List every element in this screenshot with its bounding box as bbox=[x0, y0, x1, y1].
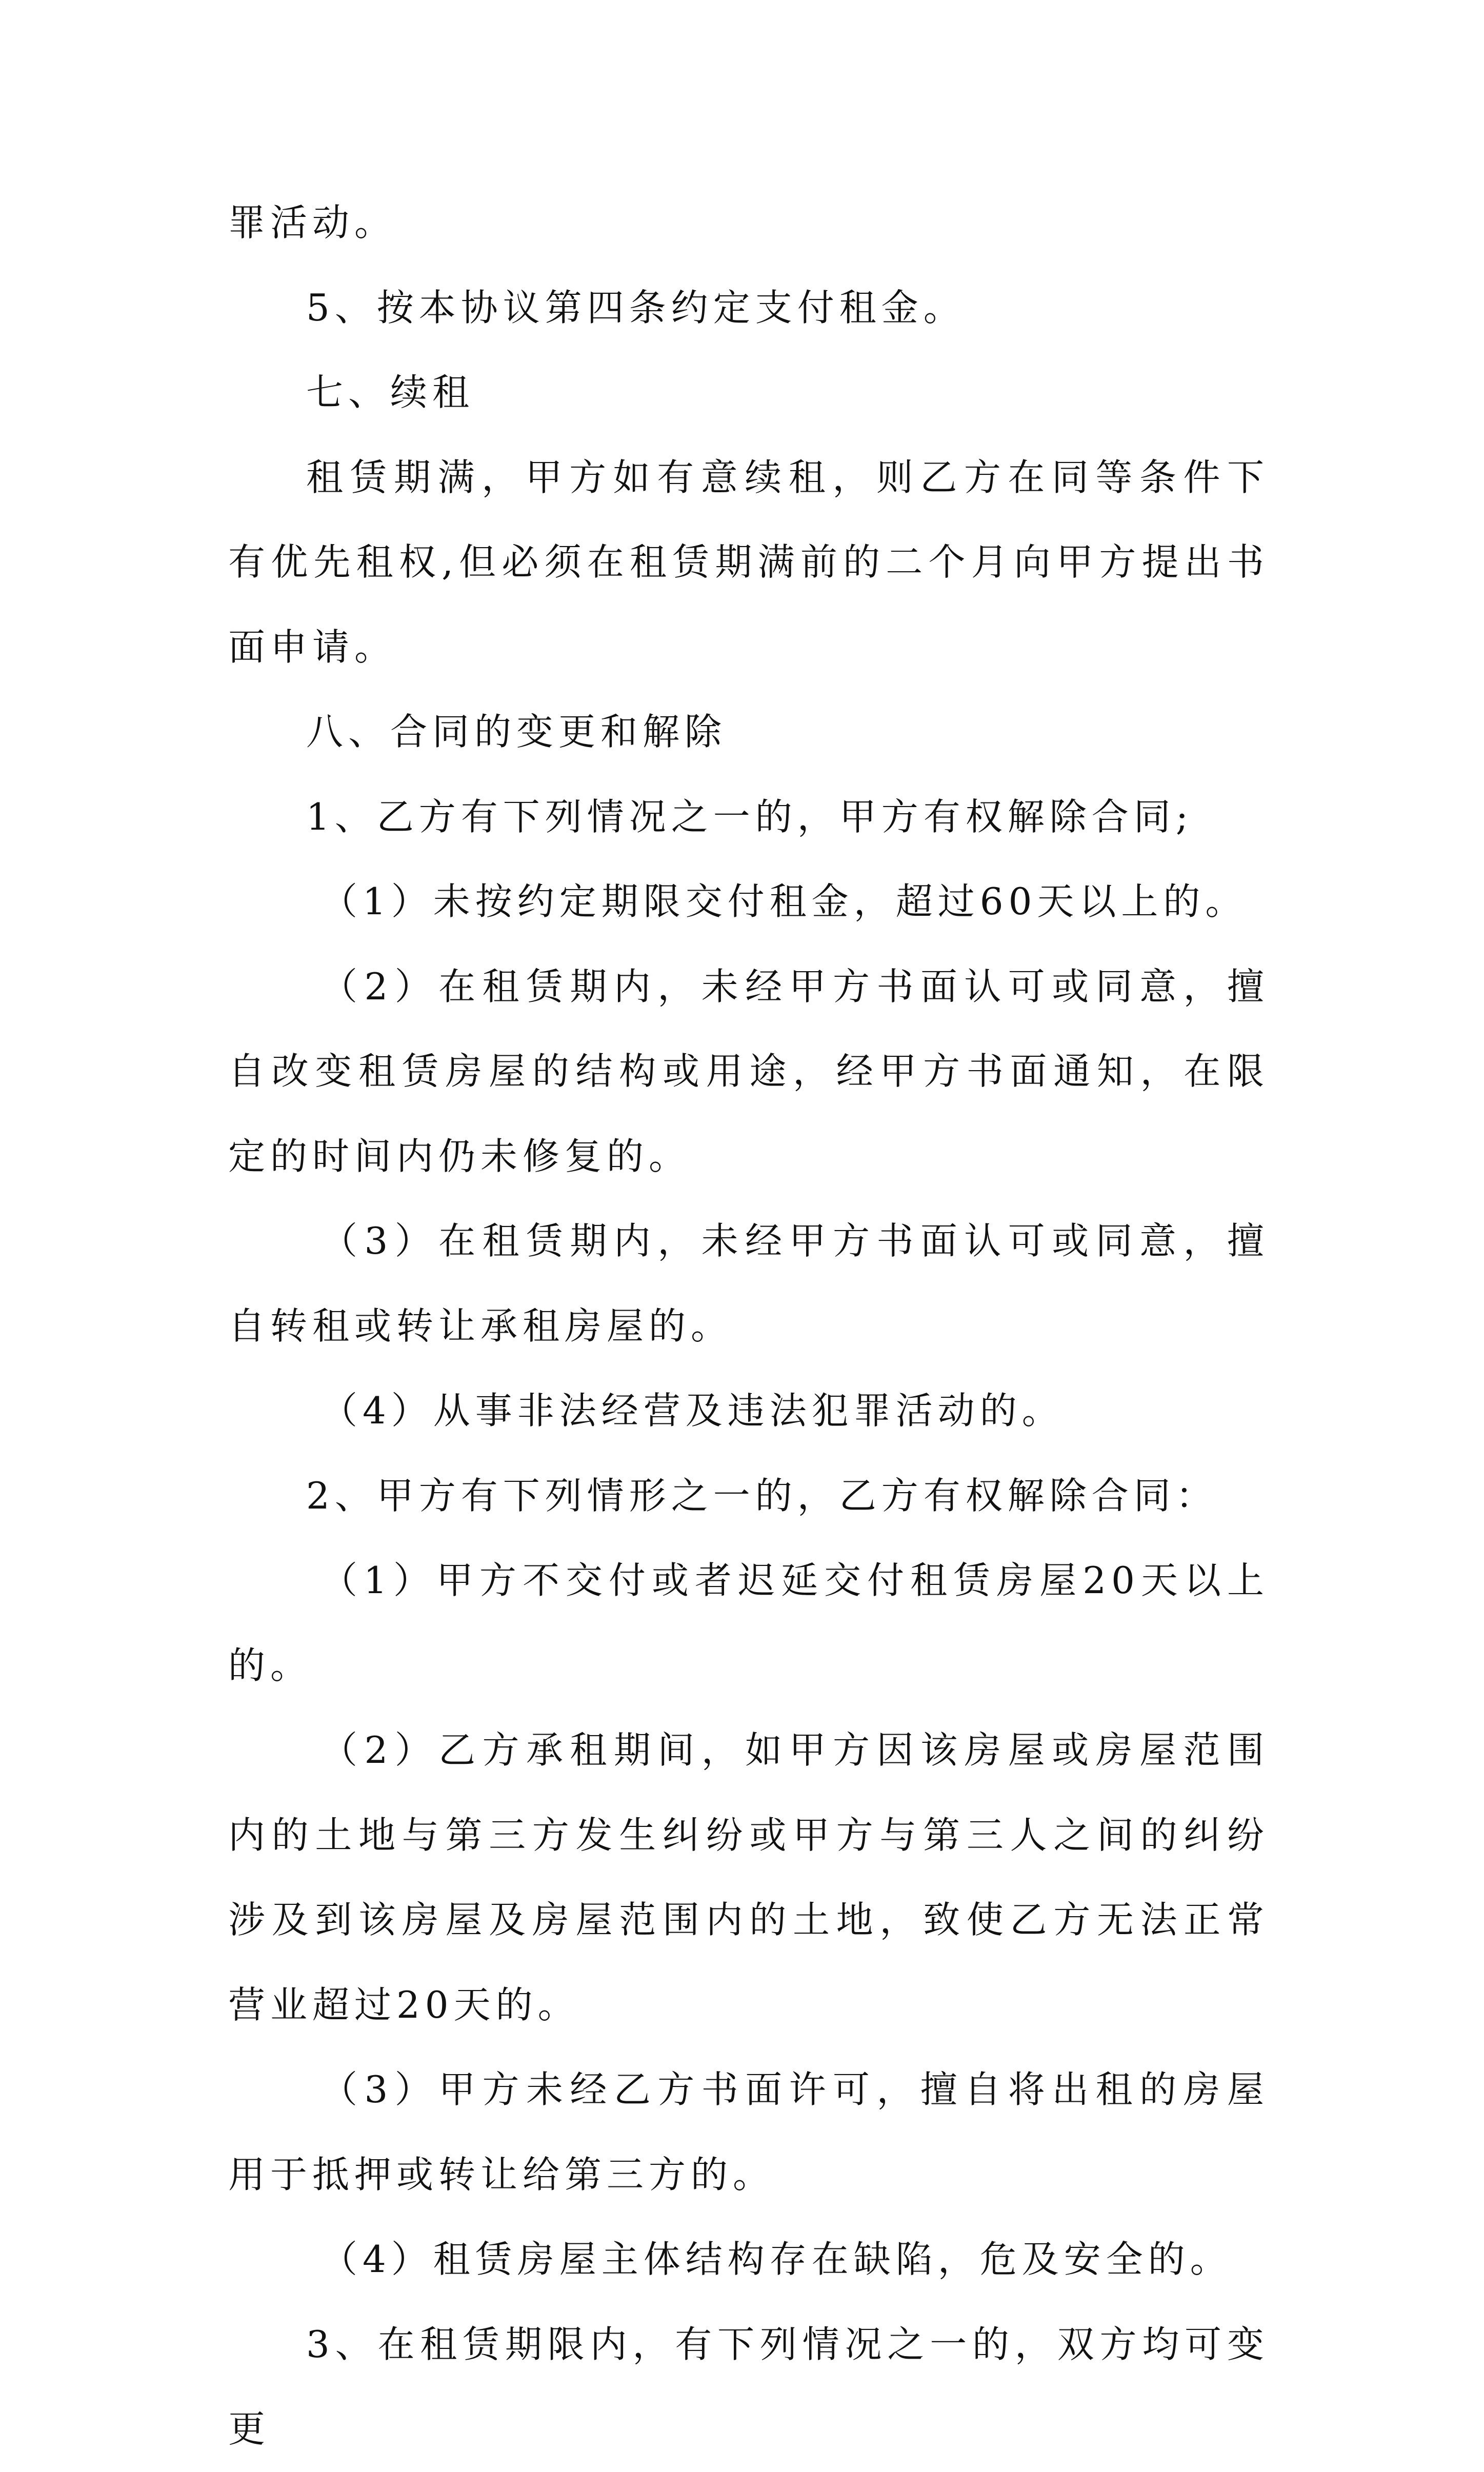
paragraph-clause-2-item-4: （4）租赁房屋主体结构存在缺陷，危及安全的。 bbox=[320, 2238, 1232, 2281]
paragraph-clause-2-item-3: （3）甲方未经乙方书面许可，擅自将出租的房屋用于抵押或转让给第三方的。 bbox=[228, 2068, 1269, 2196]
paragraph-clause-2-item-1: （1）甲方不交付或者迟延交付租赁房屋20天以上的。 bbox=[228, 1559, 1269, 1687]
paragraph-continuation: 罪活动。 bbox=[228, 201, 397, 244]
paragraph-clause-2-item-2: （2）乙方承租期间，如甲方因该房屋或房屋范围内的土地与第三方发生纠纷或甲方与第三人之间的纠纷涉及到该房屋及房屋范围内的土地，致使乙方无法正常营业超过20天的。 bbox=[228, 1729, 1269, 2026]
document-body bbox=[228, 180, 1269, 2472]
paragraph-item-5: 5、按本协议第四条约定支付租金。 bbox=[306, 286, 966, 329]
paragraph-clause-3: 3、在租赁期限内，有下列情况之一的，双方均可变更 bbox=[228, 2322, 1269, 2450]
paragraph-clause-1-item-3: （3）在租赁期内，未经甲方书面认可或同意，擅自转租或转让承租房屋的。 bbox=[228, 1219, 1269, 1348]
paragraph-clause-1: 1、乙方有下列情况之一的，甲方有权解除合同; bbox=[306, 795, 1194, 838]
paragraph-clause-2: 2、甲方有下列情形之一的，乙方有权解除合同： bbox=[306, 1474, 1218, 1517]
section-heading-renewal: 七、续租 bbox=[306, 371, 475, 414]
paragraph-clause-1-item-1: （1）未按约定期限交付租金，超过60天以上的。 bbox=[320, 880, 1248, 923]
section-heading-change-termination: 八、合同的变更和解除 bbox=[306, 710, 727, 753]
paragraph-clause-1-item-2: （2）在租赁期内，未经甲方书面认可或同意，擅自改变租赁房屋的结构或用途，经甲方书面通知，在限定的时间内仍未修复的。 bbox=[228, 964, 1269, 1178]
paragraph-renewal-terms: 租赁期满，甲方如有意续租，则乙方在同等条件下有优先租权,但必须在租赁期满前的二个月向甲方提出书面申请。 bbox=[228, 455, 1269, 669]
paragraph-clause-1-item-4: （4）从事非法经营及违法犯罪活动的。 bbox=[320, 1389, 1064, 1432]
